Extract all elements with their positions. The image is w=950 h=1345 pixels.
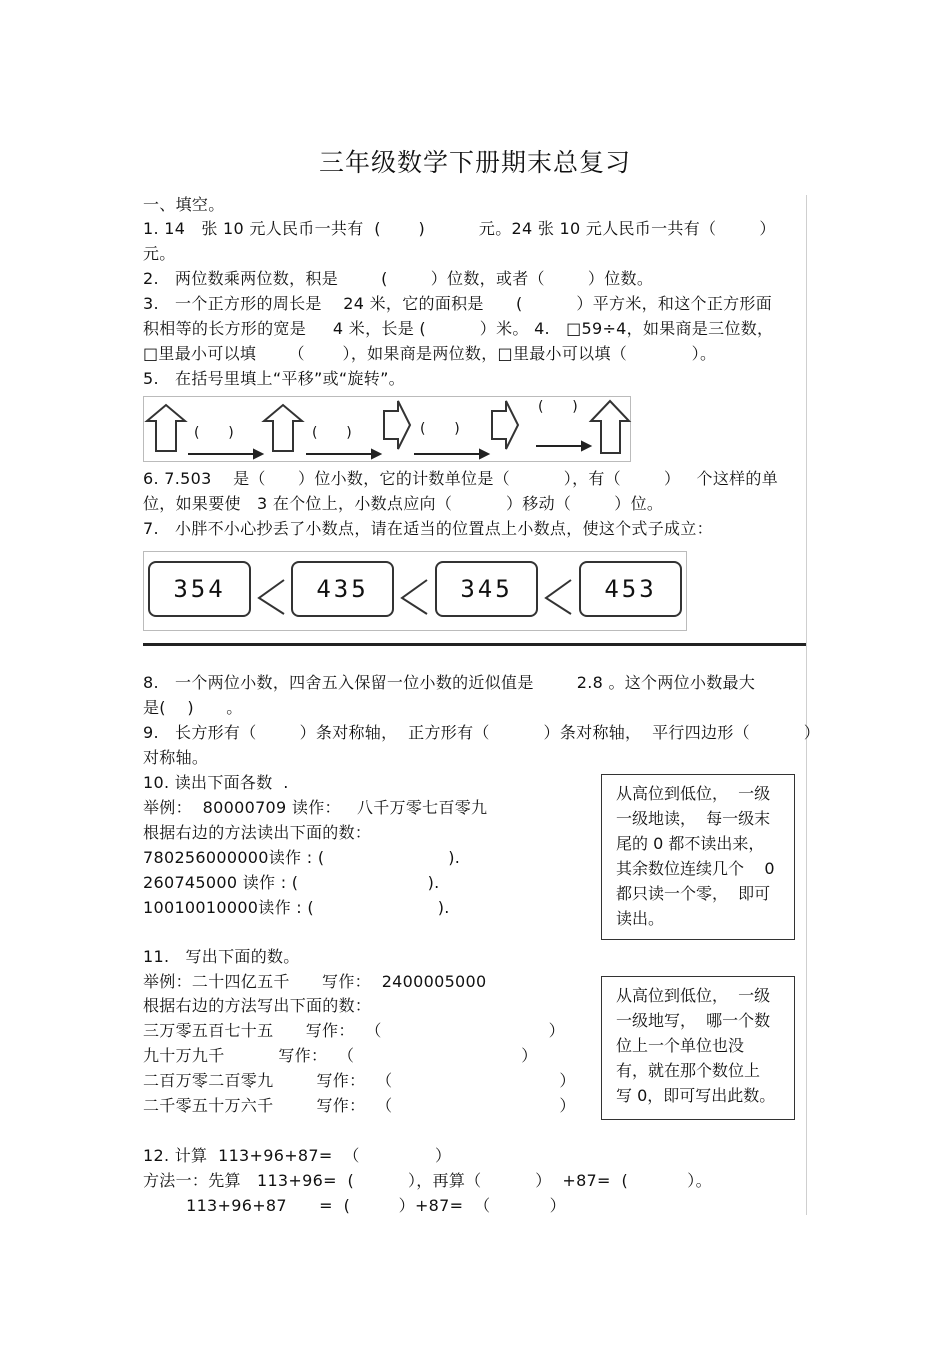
reading-rule-note [601,774,795,940]
question-6: 6. 7.503 是（ ）位小数，它的计数单位是（ ），有（ ） 个这样的单 [143,469,779,488]
less-than-sign [399,576,429,616]
question-11-method: 根据右边的方法写出下面的数： [143,996,372,1015]
note-line: 其余数位连续几个 0 [616,859,775,878]
question-10-item: 780256000000读作 : ( ). [143,848,461,867]
question-8: 8. 一个两位小数，四舍五入保留一位小数的近似值是 2.8 。这个两位小数最大 [143,673,756,692]
question-1: 1. 14 张 10 元人民币一共有 ( ) 元。24 张 10 元人民币一共有（ ） [143,219,776,238]
question-2: 2. 两位数乘两位数，积是 ( ）位数，或者（ ）位数。 [143,269,654,288]
answer-blank: ( ) [194,425,235,441]
question-7: 7. 小胖不小心抄丢了小数点，请在适当的位置点上小数点，使这个式子成立： [143,519,713,538]
right-arrow-shape [492,401,518,449]
question-12-method-1-cont: 113+96+87 = ( ）+87= （ ） [143,1196,566,1215]
note-line: 一级地读， 每一级末 [616,809,771,828]
question-4-cont: □里最小可以填 （ ），如果商是两位数，□里最小可以填（ ）。 [143,344,717,363]
question-10-example: 举例： 80000709 读作： 八千万零七百零九 [143,798,488,817]
question-11-item: 二千零五十万六千 写作： （ ） [143,1096,576,1115]
question-12: 12. 计算 113+96+87= （ ） [143,1146,452,1165]
note-line: 有，就在那个数位上 [616,1061,761,1080]
up-arrow-shape [264,405,302,451]
number-box: 345 [435,561,538,617]
writing-rule-note [601,976,795,1120]
number-box: 435 [291,561,394,617]
page-title: 三年级数学下册期末总复习 [318,148,631,177]
answer-blank: ( ) [312,425,353,441]
less-than-sign [543,576,573,616]
number-box: 354 [148,561,251,617]
question-8-cont: 是( ) 。 [143,698,243,717]
answer-blank: ( ) [538,399,579,415]
less-than-sign [256,576,286,616]
question-10: 10. 读出下面各数 . [143,773,289,792]
question-6-cont: 位，如果要使 3 在个位上，小数点应向（ ）移动（ ）位。 [143,494,664,513]
note-line: 从高位到低位， 一级 [616,784,771,803]
question-11-item: 二百万零二百零九 写作： （ ） [143,1071,576,1090]
question-11-example: 举例：二十四亿五千 写作： 2400005000 [143,972,487,991]
note-line: 一级地写， 哪一个数 [616,1011,771,1030]
note-line: 都只读一个零， 即可 [616,884,771,903]
question-11-item: 九十万九千 写作： （ ） [143,1046,538,1065]
note-line: 从高位到低位， 一级 [616,986,771,1005]
question-5: 5. 在括号里填上“平移”或“旋转”。 [143,369,405,388]
right-arrow-shape [384,401,410,449]
question-9-cont: 对称轴。 [143,748,209,767]
answer-blank: ( ) [420,421,461,437]
note-line: 读出。 [616,909,665,928]
question-9: 9. 长方形有（ ）条对称轴， 正方形有（ ）条对称轴， 平行四边形（ ） [143,723,821,742]
decimal-inequality-figure [143,551,687,631]
question-10-item: 10010010000读作 : ( ). [143,898,450,917]
page-divider [143,643,806,646]
question-11: 11. 写出下面的数。 [143,947,300,966]
question-10-item: 260745000 读作 : ( ). [143,873,440,892]
question-3-cont: 积相等的长方形的宽是 4 米，长是 ( ）米。 4. □59÷4，如果商是三位数， [143,319,774,338]
question-3: 3. 一个正方形的周长是 24 米，它的面积是 ( ）平方米，和这个正方形面 [143,294,773,313]
translate-rotate-figure [143,396,631,462]
question-1-cont: 元。 [143,244,176,263]
question-12-method-1: 方法一：先算 113+96= ( ），再算（ ） +87= ( ）。 [143,1171,712,1190]
question-10-method: 根据右边的方法读出下面的数： [143,823,372,842]
note-line: 位上一个单位也没 [616,1036,745,1055]
up-arrow-shape [591,401,629,453]
question-11-item: 三万零五百七十五 写作： （ ） [143,1021,565,1040]
up-arrow-shape [147,405,185,451]
note-line: 尾的 0 都不读出来， [616,834,765,853]
number-box: 453 [579,561,682,617]
note-line: 写 0，即可写出此数。 [616,1086,776,1105]
section-fill-blank: 一、填空。 [143,195,225,214]
page-border-line [806,195,807,1215]
